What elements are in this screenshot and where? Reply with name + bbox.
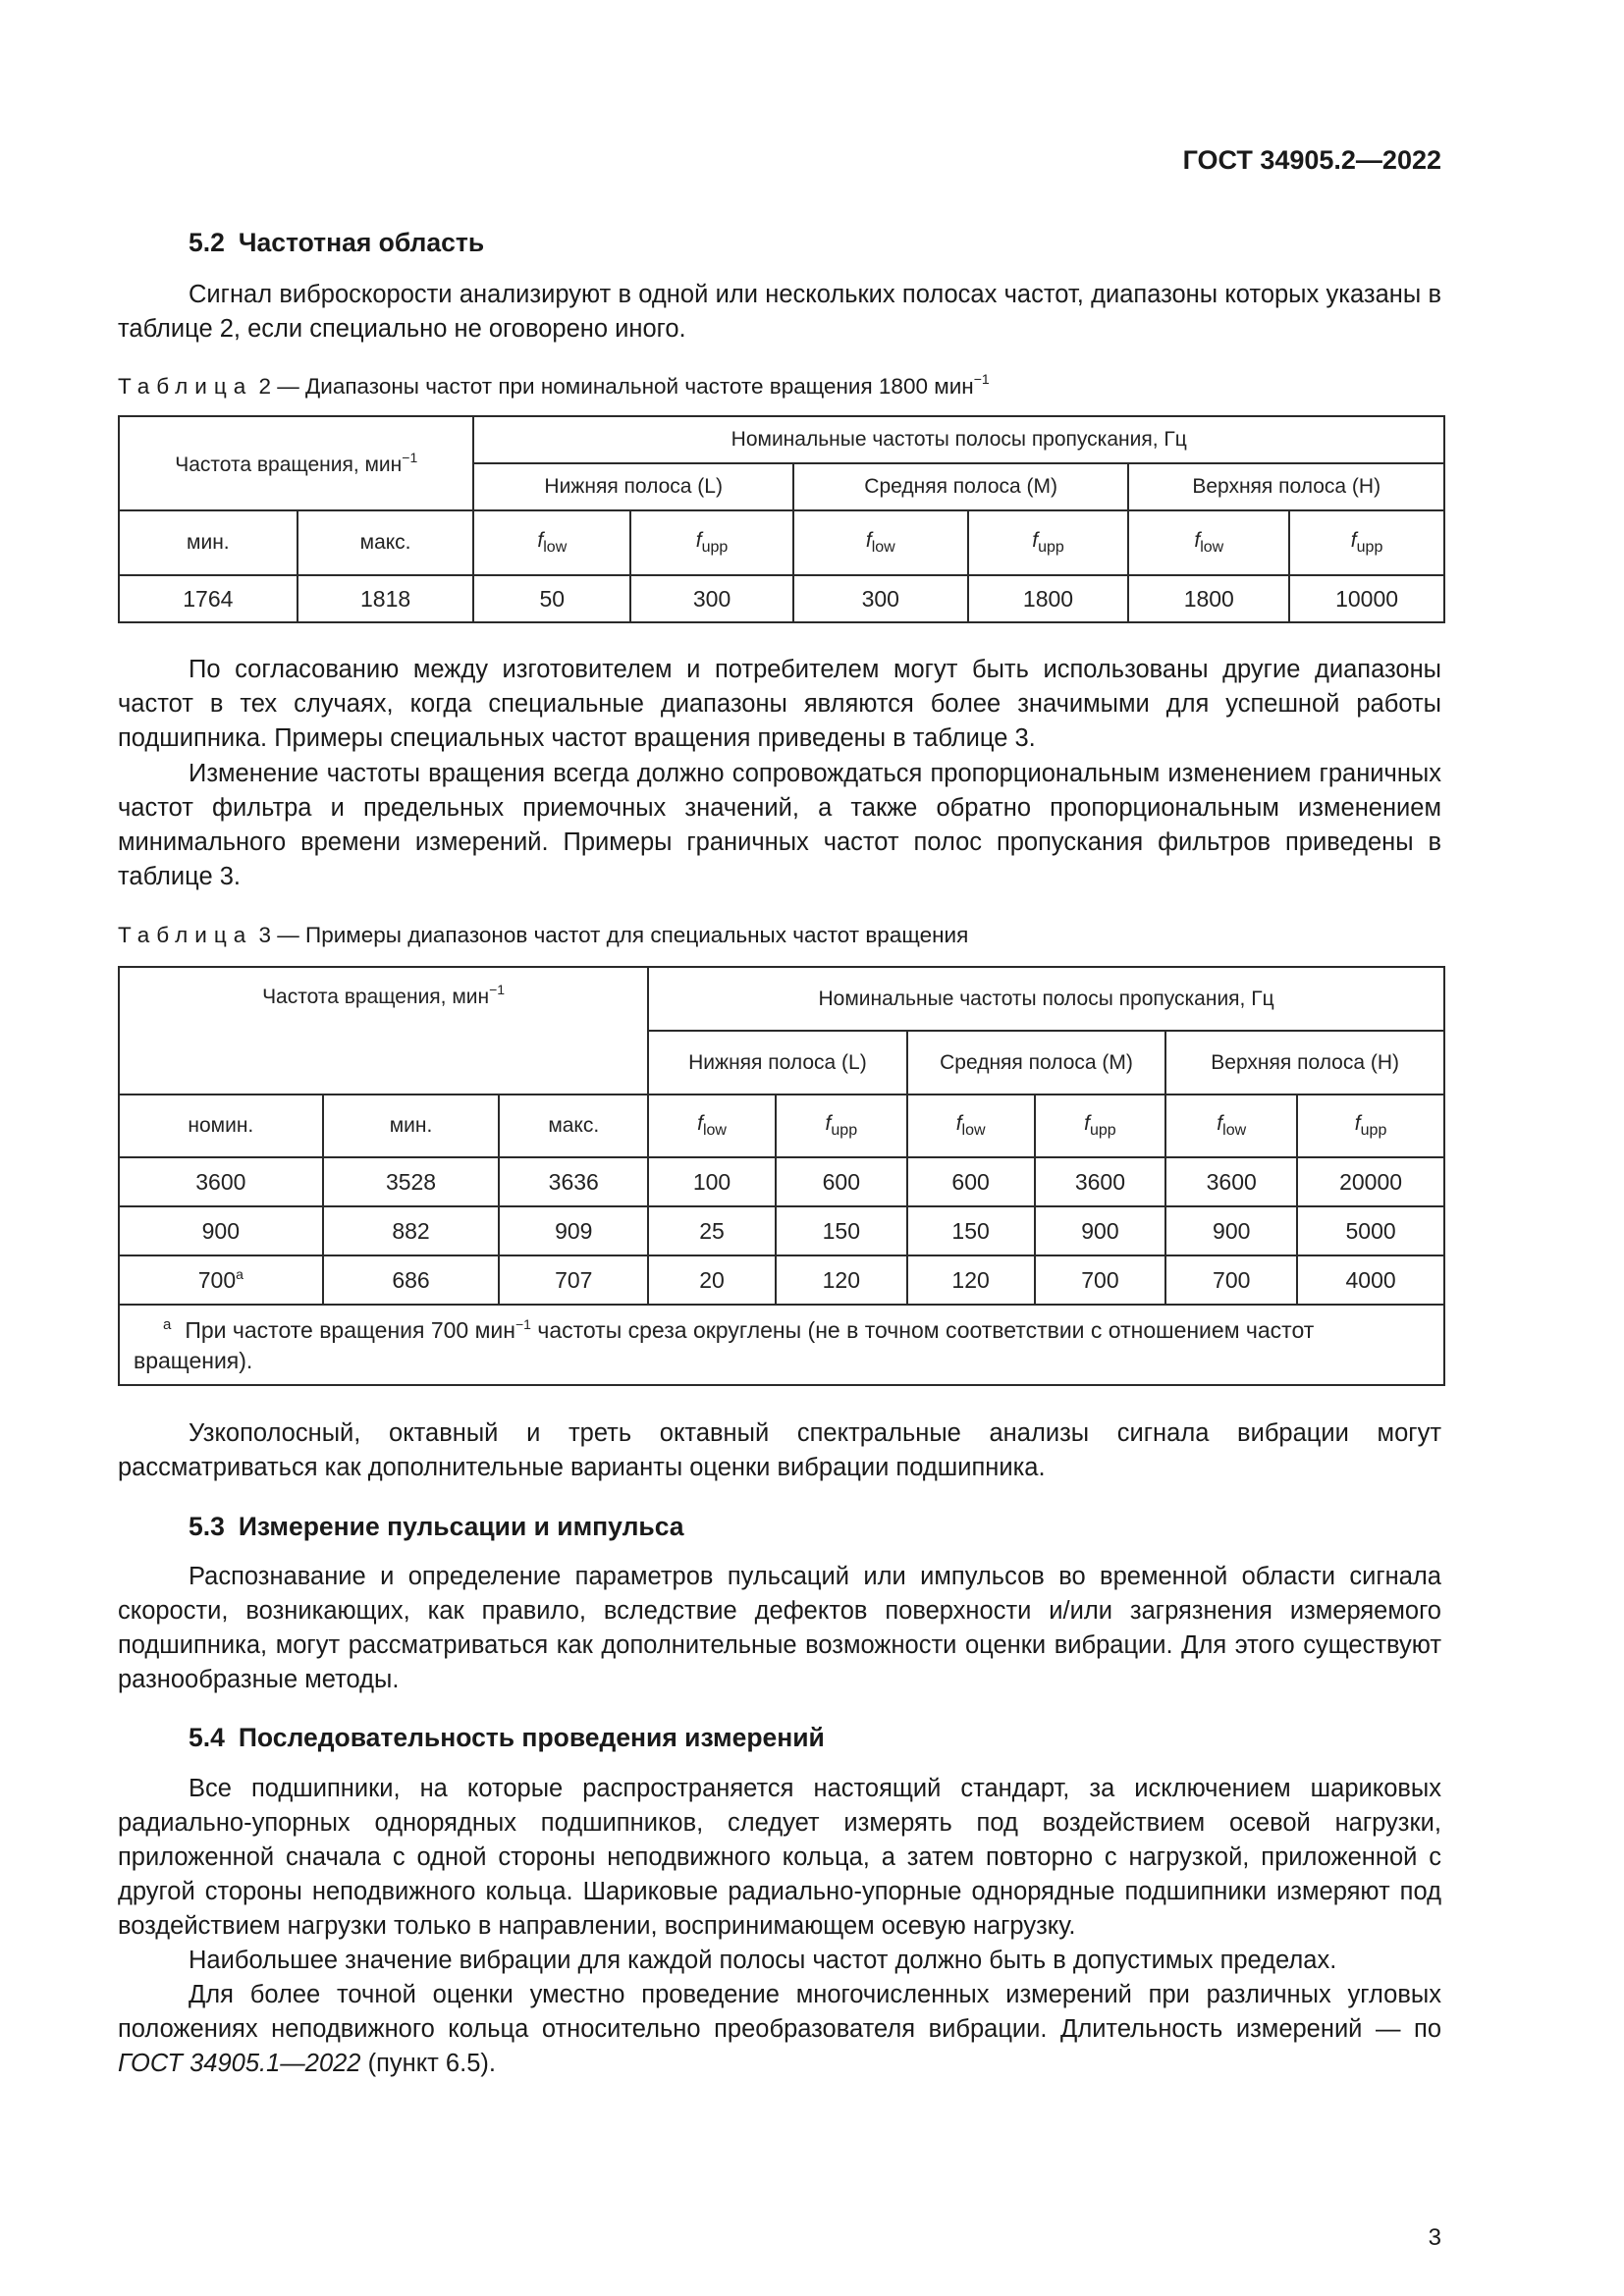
section-number: 5.3 bbox=[189, 1512, 225, 1541]
table-cell: 600 bbox=[776, 1157, 907, 1206]
paragraph-agreement: По согласованию между изготовителем и потребителем могут быть использованы другие диапазоны частот в тех случаях, когда специальные диапазоны являются более значимыми для успешной работы подшипника. Примеры специальных частот вращения приведены в таблице 3. bbox=[118, 656, 1441, 752]
section-5-4-heading bbox=[189, 1723, 825, 1753]
standard-reference: ГОСТ 34905.1—2022 bbox=[118, 2050, 361, 2077]
header-nominal-frequencies: Номинальные частоты полосы пропускания, Гц bbox=[473, 416, 1444, 463]
caption-word: Таблица bbox=[118, 923, 253, 947]
header-f-upp: $f_{upp}$ bbox=[1035, 1095, 1166, 1157]
header-max: макс. bbox=[499, 1095, 648, 1157]
table-cell: 1800 bbox=[968, 575, 1129, 622]
section-title: Частотная область bbox=[238, 228, 485, 257]
footnote-mark: a bbox=[163, 1316, 172, 1333]
header-band-mid: Средняя полоса (M) bbox=[793, 463, 1128, 510]
footnote-mark: a bbox=[236, 1266, 244, 1282]
table-cell: 3600 bbox=[119, 1157, 323, 1206]
table-row bbox=[119, 1157, 1444, 1206]
paragraph-pulse: Распознавание и определение параметров пульсаций или импульсов во временной области сигнала скорости, возникающих, как правило, вследствие дефектов поверхности и/или загрязнения измеряемого подшипника, могут рассматриваться как дополнительные возможности оценки вибрации. Для этого существуют разнообразные методы. bbox=[118, 1563, 1441, 1693]
table-cell: 120 bbox=[776, 1255, 907, 1305]
table-cell: 150 bbox=[776, 1206, 907, 1255]
table-cell: 300 bbox=[630, 575, 793, 622]
table-cell: 1818 bbox=[298, 575, 474, 622]
table-cell: 900 bbox=[1165, 1206, 1297, 1255]
header-min: мин. bbox=[323, 1095, 500, 1157]
caption-text: 3 — Примеры диапазонов частот для специальных частот вращения bbox=[258, 923, 969, 947]
table-cell: 20 bbox=[648, 1255, 776, 1305]
header-f-low: $f_{low}$ bbox=[1165, 1095, 1297, 1157]
paragraph-narrowband: Узкополосный, октавный и треть октавный спектральные анализы сигнала вибрации могут рассматриваться как дополнительные варианты оценки вибрации подшипника. bbox=[118, 1419, 1441, 1481]
header-f-low: $f_{low}$ bbox=[907, 1095, 1035, 1157]
paragraph-speed-change: Изменение частоты вращения всегда должно сопровождаться пропорциональным изменением граничных частот фильтра и предельных приемочных значений, а также обратно пропорциональным изменением минимального времени измерений. Примеры граничных частот полос пропускания фильтров приведены в таблице 3. bbox=[118, 760, 1441, 890]
header-band-high: Верхняя полоса (H) bbox=[1128, 463, 1444, 510]
table-cell: 1764 bbox=[119, 575, 298, 622]
table-cell: 700 bbox=[1165, 1255, 1297, 1305]
section-5-2-heading bbox=[189, 228, 484, 258]
table-3 bbox=[118, 966, 1445, 1386]
header-f-upp: $f_{upp}$ bbox=[968, 510, 1129, 575]
table-2-caption bbox=[118, 371, 990, 400]
table-cell: 700 bbox=[1035, 1255, 1166, 1305]
table-cell: 900 bbox=[119, 1206, 323, 1255]
table-cell: 3636 bbox=[499, 1157, 648, 1206]
table-cell: 300 bbox=[793, 575, 968, 622]
table-cell: 909 bbox=[499, 1206, 648, 1255]
header-f-low: $f_{low}$ bbox=[793, 510, 968, 575]
table-cell: 1800 bbox=[1128, 575, 1289, 622]
section-number: 5.4 bbox=[189, 1723, 225, 1752]
table-cell: 882 bbox=[323, 1206, 500, 1255]
table-cell: 150 bbox=[907, 1206, 1035, 1255]
header-band-mid: Средняя полоса (M) bbox=[907, 1031, 1166, 1095]
header-f-upp: $f_{upp}$ bbox=[630, 510, 793, 575]
table-row bbox=[119, 575, 1444, 622]
table-cell: 707 bbox=[499, 1255, 648, 1305]
table-2 bbox=[118, 415, 1445, 623]
header-f-low: $f_{low}$ bbox=[473, 510, 630, 575]
table-cell: 686 bbox=[323, 1255, 500, 1305]
table-cell: 50 bbox=[473, 575, 630, 622]
caption-word: Таблица bbox=[118, 374, 253, 399]
header-f-low: $f_{low}$ bbox=[1128, 510, 1289, 575]
header-band-high: Верхняя полоса (H) bbox=[1165, 1031, 1444, 1095]
header-f-upp: $f_{upp}$ bbox=[1289, 510, 1444, 575]
header-nominal-frequencies: Номинальные частоты полосы пропускания, Гц bbox=[648, 967, 1444, 1031]
caption-sup: −1 bbox=[973, 371, 990, 387]
header-band-low: Нижняя полоса (L) bbox=[473, 463, 792, 510]
table-cell: 25 bbox=[648, 1206, 776, 1255]
table-3-caption bbox=[118, 923, 968, 948]
section-5-3-heading bbox=[189, 1512, 684, 1542]
table-cell: 4000 bbox=[1297, 1255, 1444, 1305]
section-number: 5.2 bbox=[189, 228, 225, 257]
table-footnote: $^a$ При частоте вращения 700 мин$^{-1}$ частоты среза округлены (не в точном соответствии с отношением частот вращения). bbox=[119, 1305, 1444, 1385]
document-id: ГОСТ 34905.2—2022 bbox=[1182, 145, 1441, 175]
table-cell: 700$^a$ bbox=[119, 1255, 323, 1305]
header-max: макс. bbox=[298, 510, 474, 575]
table-cell: 600 bbox=[907, 1157, 1035, 1206]
table-cell: 100 bbox=[648, 1157, 776, 1206]
table-row bbox=[119, 1206, 1444, 1255]
paragraph-accuracy: Для более точной оценки уместно проведение многочисленных измерений при различных угловых положениях неподвижного кольца относительно преобразователя вибрации. Длительность измерений — по ГОСТ 34905.1—2022 (пункт 6.5). bbox=[118, 1981, 1441, 2077]
header-f-low: $f_{low}$ bbox=[648, 1095, 776, 1157]
table-cell: 10000 bbox=[1289, 575, 1444, 622]
table-cell: 120 bbox=[907, 1255, 1035, 1305]
section-title: Измерение пульсации и импульса bbox=[238, 1512, 684, 1541]
table-cell: 3600 bbox=[1165, 1157, 1297, 1206]
table-cell: 3528 bbox=[323, 1157, 500, 1206]
paragraph-bearings: Все подшипники, на которые распространяется настоящий стандарт, за исключением шариковых радиально-упорных однорядных подшипников, следует измерять под воздействием осевой нагрузки, приложенной сначала с одной стороны неподвижного кольца, а затем повторно с нагрузкой, приложенной с другой стороны неподвижного кольца. Шариковые радиально-упорные однорядные подшипники измеряют под воздействием нагрузки только в направлении, воспринимающем осевую нагрузку. bbox=[118, 1775, 1441, 1940]
header-nominal: номин. bbox=[119, 1095, 323, 1157]
table-row bbox=[119, 1255, 1444, 1305]
table-cell: 20000 bbox=[1297, 1157, 1444, 1206]
page-number: 3 bbox=[1428, 2224, 1441, 2251]
table-cell: 900 bbox=[1035, 1206, 1166, 1255]
header-f-upp: $f_{upp}$ bbox=[776, 1095, 907, 1157]
paragraph-max-vibration: Наибольшее значение вибрации для каждой полосы частот должно быть в допустимых пределах. bbox=[189, 1947, 1337, 1974]
table-cell: 5000 bbox=[1297, 1206, 1444, 1255]
header-band-low: Нижняя полоса (L) bbox=[648, 1031, 907, 1095]
header-rotation-speed: Частота вращения, мин$^{-1}$ bbox=[119, 967, 648, 1095]
caption-text: 2 — Диапазоны частот при номинальной частоте вращения 1800 мин bbox=[258, 374, 974, 399]
header-min: мин. bbox=[119, 510, 298, 575]
table-cell: 3600 bbox=[1035, 1157, 1166, 1206]
header-f-upp: $f_{upp}$ bbox=[1297, 1095, 1444, 1157]
header-rotation-speed: Частота вращения, мин$^{-1}$ bbox=[119, 416, 473, 510]
paragraph-signal: Сигнал виброскорости анализируют в одной или нескольких полосах частот, диапазоны которых указаны в таблице 2, если специально не оговорено иного. bbox=[118, 281, 1441, 343]
section-title: Последовательность проведения измерений bbox=[238, 1723, 825, 1752]
